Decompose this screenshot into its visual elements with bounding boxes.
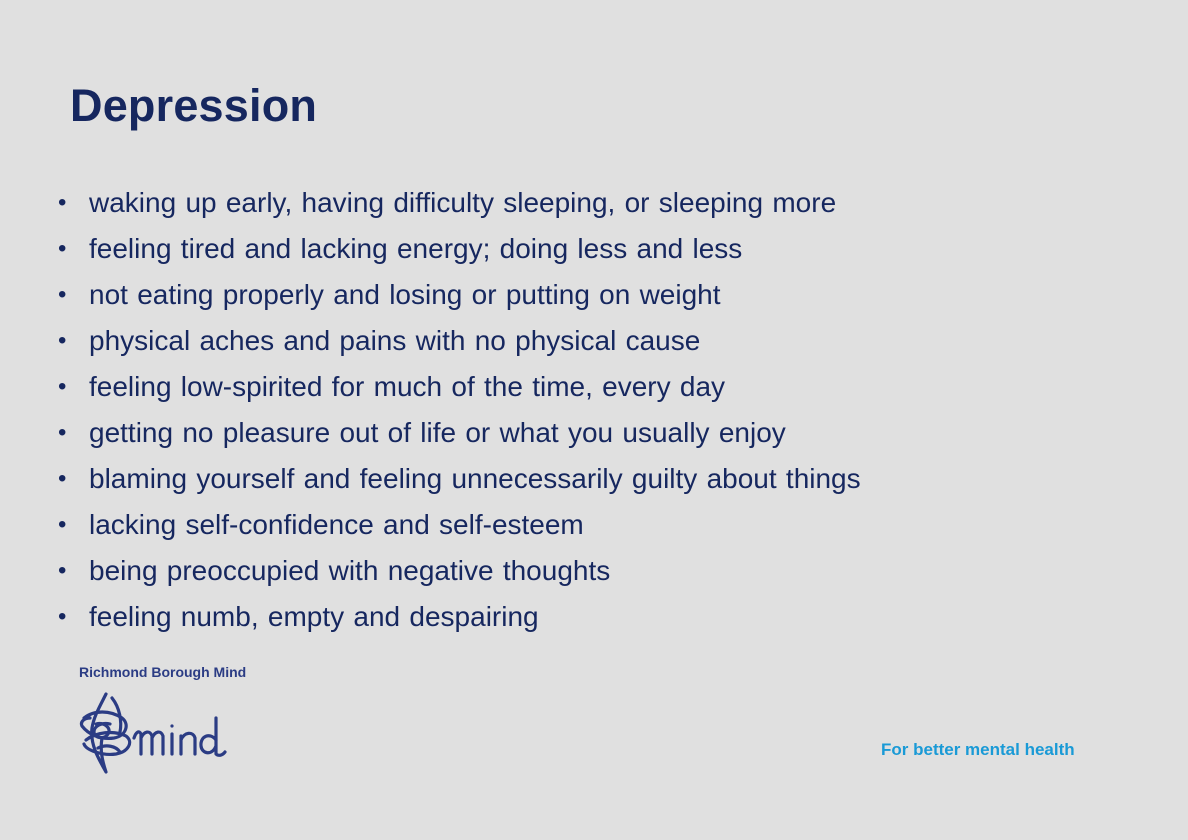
bullet-item: • not eating properly and losing or putting on weight (58, 272, 861, 318)
org-name: Richmond Borough Mind (79, 664, 247, 680)
tagline: For better mental health (881, 740, 1075, 759)
bullet-item: • feeling numb, empty and despairing (58, 594, 861, 640)
slide-title: Depression (70, 80, 318, 131)
bullet-item: • waking up early, having difficulty sleeping, or sleeping more (58, 180, 861, 226)
bullet-item: • getting no pleasure out of life or what you usually enjoy (58, 410, 861, 456)
bullet-item: • feeling low-spirited for much of the time, every day (58, 364, 861, 410)
bullet-list (58, 180, 861, 640)
bullet-item: • blaming yourself and feeling unnecessarily guilty about things (58, 456, 861, 502)
bullet-item: • physical aches and pains with no physical cause (58, 318, 861, 364)
bullet-item: • lacking self-confidence and self-esteem (58, 502, 861, 548)
bullet-item: • feeling tired and lacking energy; doing less and less (58, 226, 861, 272)
bullet-item: • being preoccupied with negative thoughts (58, 548, 861, 594)
mind-logo (76, 688, 276, 780)
